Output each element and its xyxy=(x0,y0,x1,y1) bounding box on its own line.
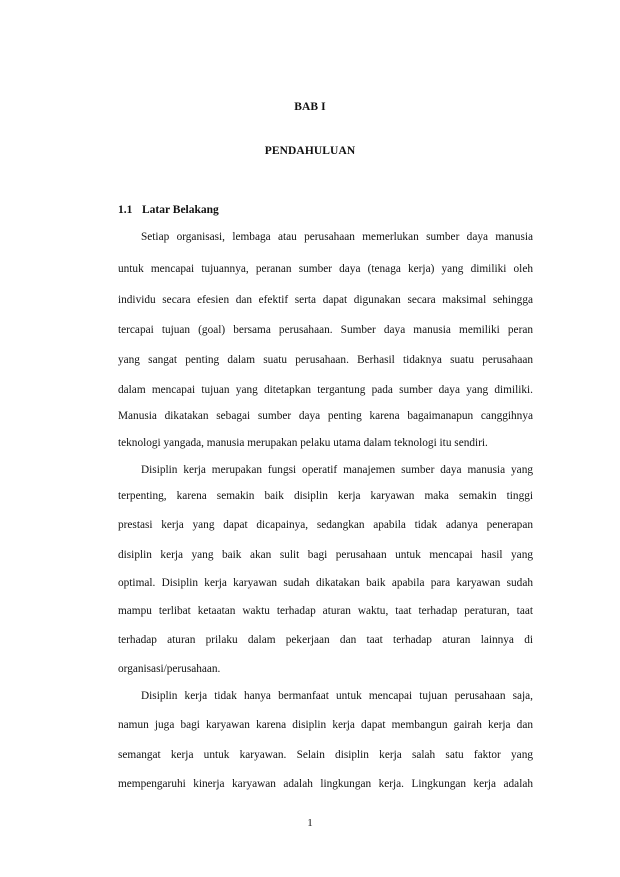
section-number: 1.1 xyxy=(118,204,133,216)
text-line: Setiap organisasi, lembaga atau perusahaan memerlukan sumber daya manusia xyxy=(141,231,533,243)
chapter-title: PENDAHULUAN xyxy=(264,145,356,157)
text-line: disiplin kerja yang baik akan sulit bagi perusahaan untuk mencapai hasil yang xyxy=(118,549,533,561)
text-line: Disiplin kerja tidak hanya bermanfaat untuk mencapai tujuan perusahaan saja, xyxy=(141,690,533,702)
text-line: terhadap aturan prilaku dalam pekerjaan dan taat terhadap aturan lainnya di xyxy=(118,634,533,646)
text-line: terpenting, karena semakin baik disiplin kerja karyawan maka semakin tinggi xyxy=(118,490,533,502)
text-line: organisasi/perusahaan. xyxy=(118,663,221,675)
text-line: tercapai tujuan (goal) bersama perusahaan. Sumber daya manusia memiliki peran xyxy=(118,324,533,336)
text-line: teknologi yangada, manusia merupakan pelaku utama dalam teknologi itu sendiri. xyxy=(118,437,488,449)
page-number: 1 xyxy=(307,817,313,829)
text-line: dalam mencapai tujuan yang ditetapkan tergantung pada sumber daya yang dimiliki. xyxy=(118,384,533,396)
text-line: prestasi kerja yang dapat dicapainya, sedangkan apabila tidak adanya penerapan xyxy=(118,519,533,531)
section-heading xyxy=(118,204,219,216)
text-line: mempengaruhi kinerja karyawan adalah lingkungan kerja. Lingkungan kerja adalah xyxy=(118,778,533,790)
text-line: namun juga bagi karyawan karena disiplin kerja dapat membangun gairah kerja dan xyxy=(118,719,533,731)
section-title: Latar Belakang xyxy=(142,204,219,216)
text-line: optimal. Disiplin kerja karyawan sudah dikatakan baik apabila para karyawan sudah xyxy=(118,577,533,589)
text-line: Disiplin kerja merupakan fungsi operatif manajemen sumber daya manusia yang xyxy=(141,464,533,476)
text-line: Manusia dikatakan sebagai sumber daya penting karena bagaimanapun canggihnya xyxy=(118,410,533,422)
text-line: individu secara efesien dan efektif serta dapat digunakan secara maksimal sehingga xyxy=(118,294,533,306)
text-line: semangat kerja untuk karyawan. Selain disiplin kerja salah satu faktor yang xyxy=(118,749,533,761)
text-line: untuk mencapai tujuannya, peranan sumber daya (tenaga kerja) yang dimiliki oleh xyxy=(118,263,533,275)
text-line: mampu terlibat ketaatan waktu terhadap aturan waktu, taat terhadap peraturan, taat xyxy=(118,605,533,617)
text-line: yang sangat penting dalam suatu perusahaan. Berhasil tidaknya suatu perusahaan xyxy=(118,354,533,366)
chapter-heading: BAB I xyxy=(294,101,326,113)
